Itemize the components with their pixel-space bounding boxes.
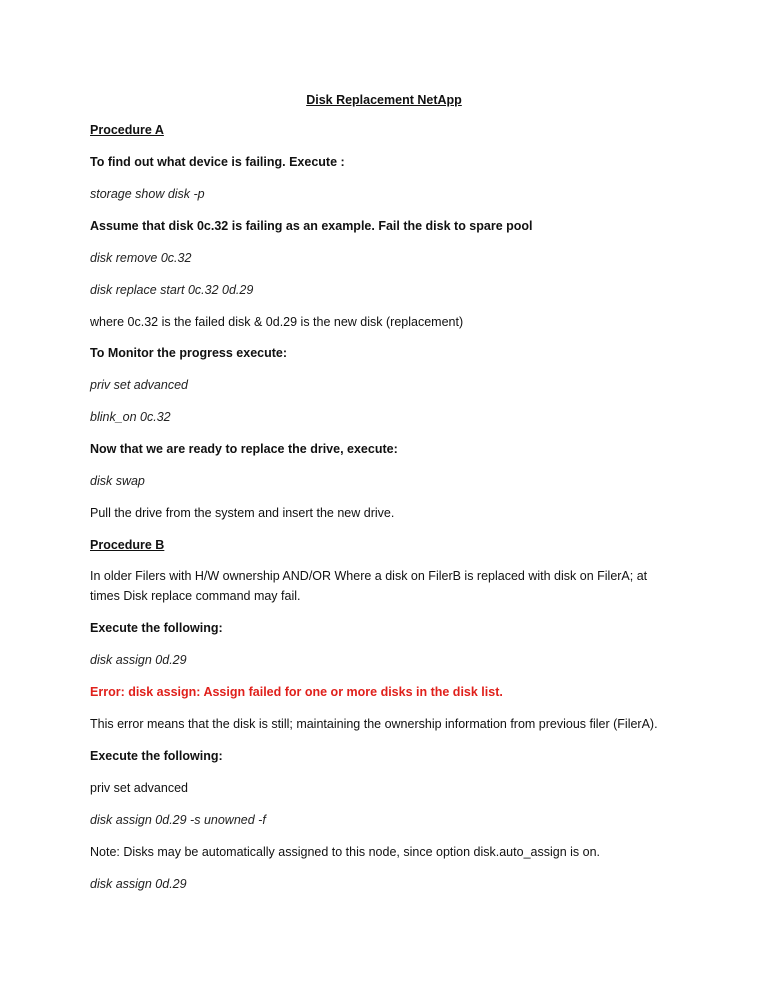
command-storage-show-disk: storage show disk -p [90,187,205,201]
procedure-a-step-find-device: To find out what device is failing. Execute : [90,155,345,169]
procedure-b-heading: Procedure B [90,538,165,552]
command-disk-assign: disk assign 0d.29 [90,653,187,667]
command-disk-swap: disk swap [90,474,145,488]
command-priv-set-advanced: priv set advanced [90,378,188,392]
procedure-b-intro-line-1: In older Filers with H/W ownership AND/OR Where a disk on FilerB is replaced with disk on FilerA; at [90,569,648,583]
procedure-b-step-execute-2: Execute the following: [90,749,223,763]
command-disk-assign-final: disk assign 0d.29 [90,877,187,891]
procedure-b-step-execute: Execute the following: [90,621,223,635]
command-disk-assign-unowned: disk assign 0d.29 -s unowned -f [90,813,266,827]
procedure-a-step-monitor: To Monitor the progress execute: [90,346,288,360]
procedure-a-replacement-note: where 0c.32 is the failed disk & 0d.29 is the new disk (replacement) [90,315,464,329]
command-disk-replace-start: disk replace start 0c.32 0d.29 [90,283,254,297]
procedure-b-error-explanation: This error means that the disk is still; maintaining the ownership information from previous filer (FilerA). [90,717,658,731]
procedure-b-auto-assign-note: Note: Disks may be automatically assigned to this node, since option disk.auto_assign is on. [90,845,600,859]
command-blink-on: blink_on 0c.32 [90,410,171,424]
procedure-a-step-fail-disk: Assume that disk 0c.32 is failing as an example. Fail the disk to spare pool [90,219,533,233]
command-disk-remove: disk remove 0c.32 [90,251,192,265]
error-message: Error: disk assign: Assign failed for one or more disks in the disk list. [90,685,503,699]
command-priv-set-advanced-2: priv set advanced [90,781,188,795]
document-title: Disk Replacement NetApp [306,93,462,107]
procedure-a-heading: Procedure A [90,123,164,137]
procedure-a-step-pull-drive: Pull the drive from the system and insert the new drive. [90,506,395,520]
procedure-a-step-replace-drive: Now that we are ready to replace the drive, execute: [90,442,398,456]
procedure-b-intro-line-2: times Disk replace command may fail. [90,589,301,603]
